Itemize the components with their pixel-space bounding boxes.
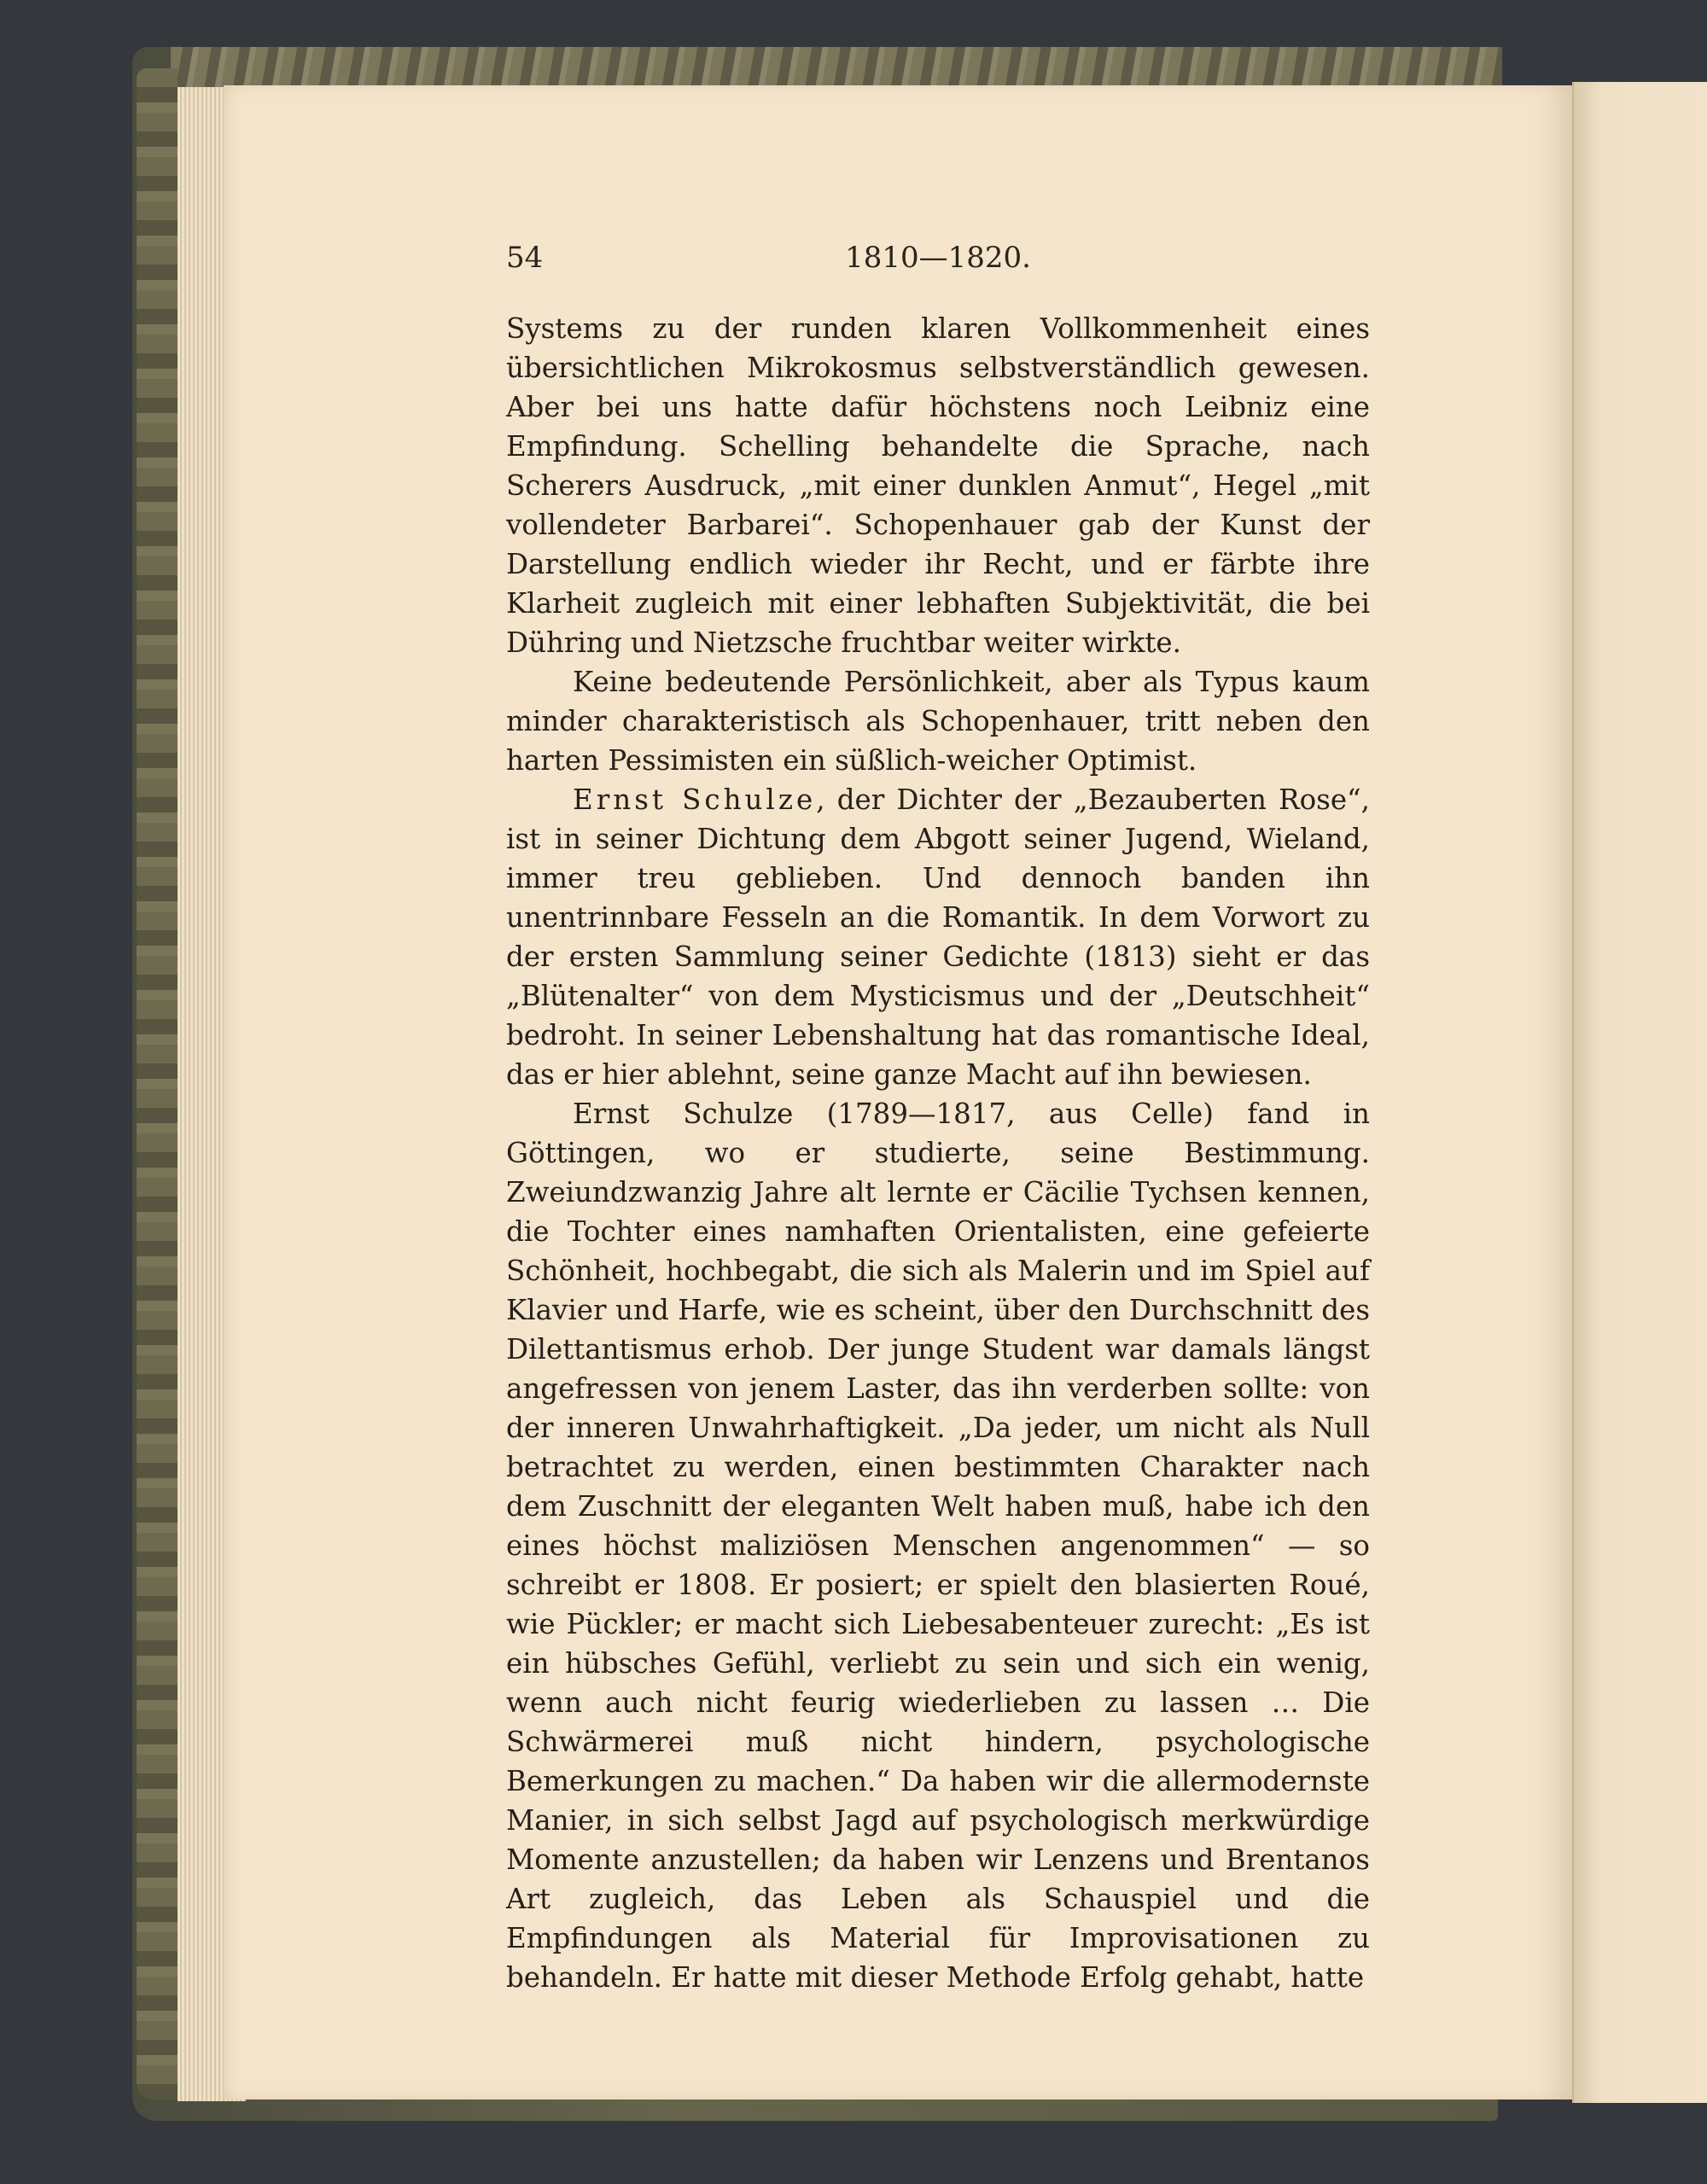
paragraph-text: , der Dichter der „Bezauberten Rose“, ist in seiner Dichtung dem Abgott seiner Jugend, Wieland, immer treu geblieben. Und dennoch banden ihn unentrinnbare Fesseln an die Romantik. In dem Vorwort zu der ersten Sammlung seiner Gedichte (1813) sieht er das „Blütenalter“ von dem Mysticismus und der „Deutschheit“ bedroht. In seiner Lebenshaltung hat das romantische Ideal, das er hier ablehnt, seine ganze Macht auf ihn bewiesen. [506, 783, 1371, 1091]
paragraph: Ernst Schulze (1789—1817, aus Celle) fand in Göttingen, wo er studierte, seine Bestimmung. Zweiundzwanzig Jahre alt lernte er Cäcilie Tychsen kennen, die Tochter eines namhaften Orientalisten, eine gefeierte Schönheit, hochbegabt, die sich als Malerin und im Spiel auf Klavier und Harfe, wie es scheint, über den Durchschnitt des Dilettantismus erhob. Der junge Student war damals längst angefressen von jenem Laster, das ihn verderben sollte: von der inneren Unwahrhaftigkeit. „Da jeder, um nicht als Null betrachtet zu werden, einen bestimmten Charakter nach dem Zuschnitt der eleganten Welt haben muß, habe ich den eines höchst maliziösen Menschen angenommen“ — so schreibt er 1808. Er posiert; er spielt den blasierten Roué, wie Pückler; er macht sich Liebesabenteuer zurecht: „Es ist ein hübsches Gefühl, verliebt zu sein und sich ein wenig, wenn auch nicht feurig wiederlieben zu lassen … Die Schwärmerei muß nicht hindern, psychologische Bemerkungen zu machen.“ Da haben wir die allermodernste Manier, in sich selbst Jagd auf psychologisch merkwürdige Momente anzustellen; da haben wir Lenzens und Brentanos Art zugleich, das Leben als Schauspiel und die Empfindungen als Material für Improvisationen zu behandeln. Er hatte mit dieser Methode Erfolg gehabt, hatte [506, 1098, 1370, 1994]
spaced-author-name: Ernst Schulze [573, 783, 817, 816]
book-spine [137, 68, 178, 2100]
paragraph [506, 780, 1370, 1094]
body-text [506, 309, 1370, 1997]
running-title: 1810—1820. [845, 241, 1031, 275]
page-header [506, 241, 1370, 283]
facing-page-edge [1572, 82, 1707, 2103]
paragraph: Systems zu der runden klaren Vollkommenheit eines übersichtlichen Mikrokosmus selbstverständlich gewesen. Aber bei uns hatte dafür höchstens noch Leibniz eine Empfindung. Schelling behandelte die Sprache, nach Scherers Ausdruck, „mit einer dunklen Anmut“, Hegel „mit vollendeter Barbarei“. Schopenhauer gab der Kunst der Darstellung endlich wieder ihr Recht, und er färbte ihre Klarheit zugleich mit einer lebhaften Subjektivität, die bei Dühring und Nietzsche fruchtbar weiter wirkte. [506, 312, 1370, 659]
page-number: 54 [506, 241, 544, 275]
paragraph: Keine bedeutende Persönlichkeit, aber als Typus kaum minder charakteristisch als Schopenhauer, tritt neben den harten Pessimisten ein süßlich-weicher Optimist. [506, 666, 1370, 777]
